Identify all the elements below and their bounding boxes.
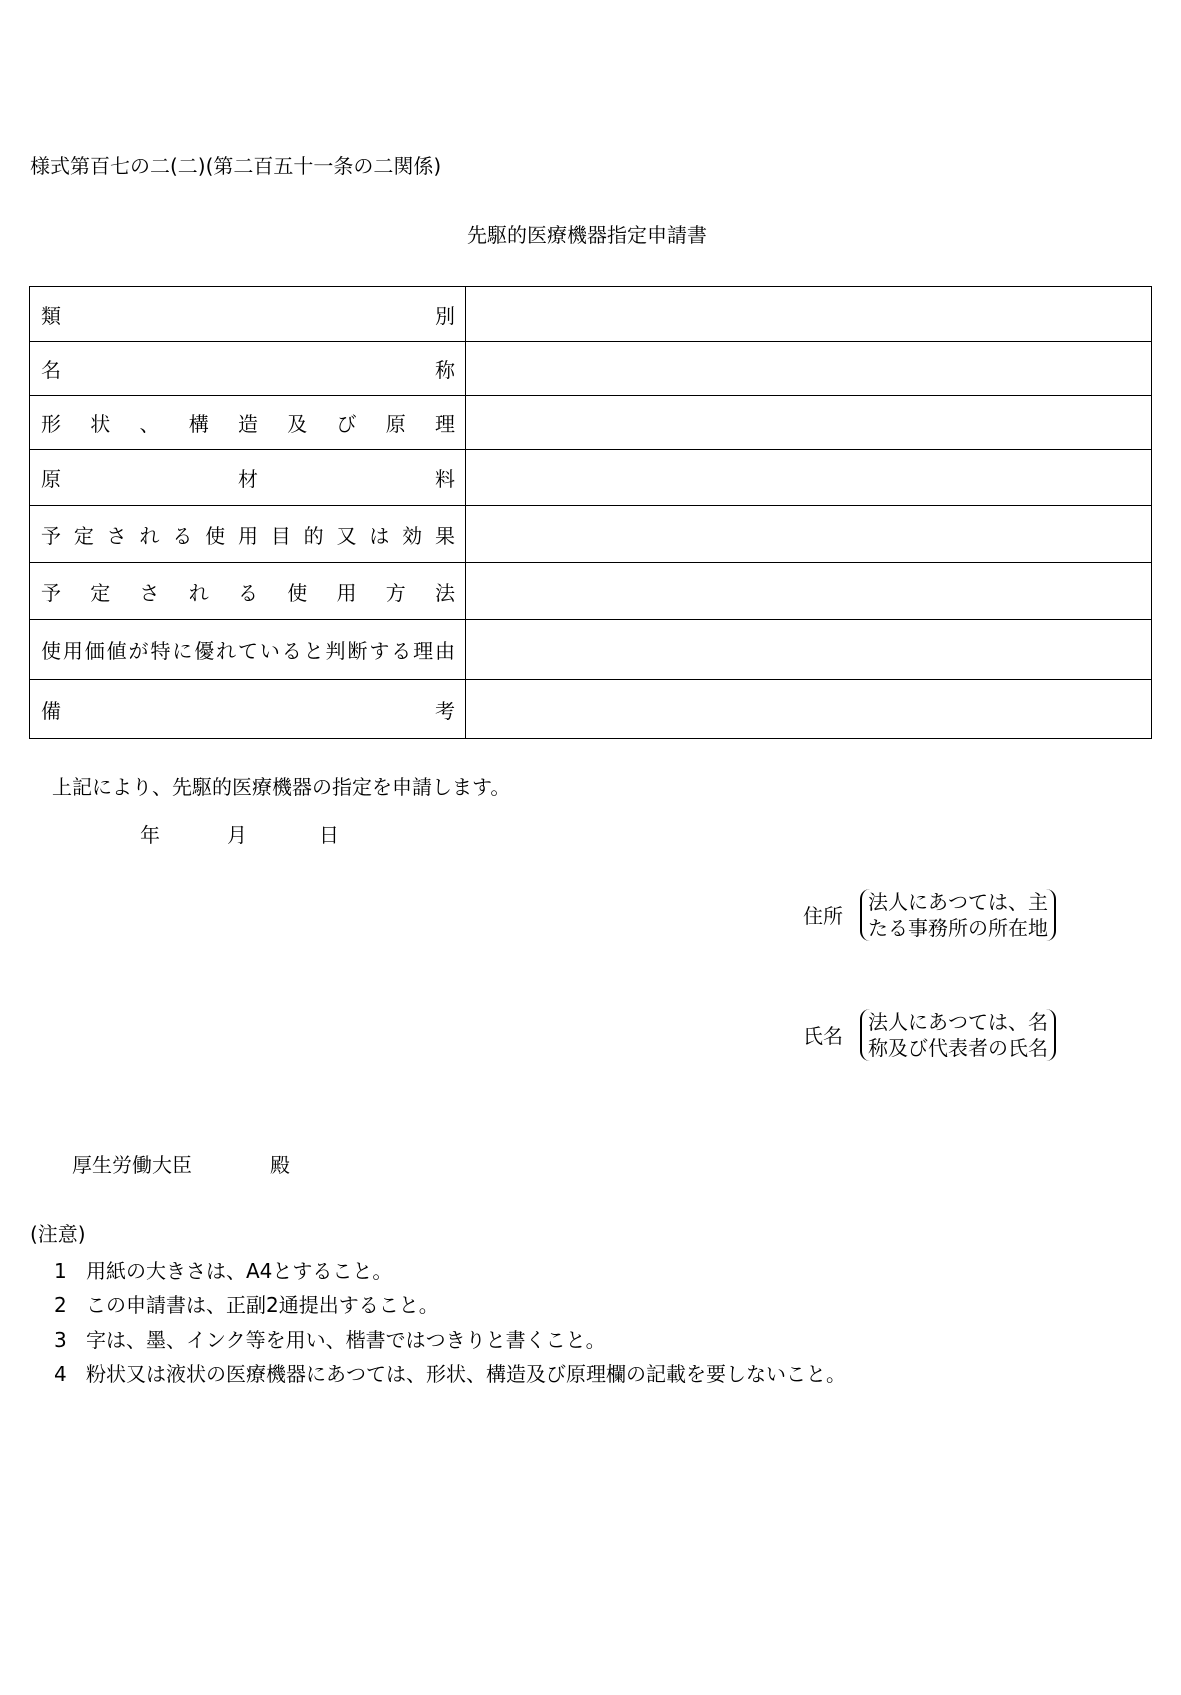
row-value-field[interactable] xyxy=(466,342,1152,396)
addressee-honorific: 殿 xyxy=(270,1153,290,1177)
address-note-line2: たる事務所の所在地 xyxy=(868,916,1048,940)
row-value-field[interactable] xyxy=(466,287,1152,342)
address-note-line1: 法人にあつては、主 xyxy=(868,890,1048,914)
address-note xyxy=(860,889,1056,941)
date-year: 年 xyxy=(140,823,160,847)
note-number: 4 xyxy=(54,1362,67,1386)
notes-heading: (注意) xyxy=(30,1222,86,1246)
row-value-field[interactable] xyxy=(466,620,1152,680)
form-number: 様式第百七の二(二)(第二百五十一条の二関係) xyxy=(30,154,442,178)
row-label: 予定される使用目的又は効果 xyxy=(30,506,466,563)
note-text: 字は、墨、インク等を用い、楷書ではつきりと書くこと。 xyxy=(86,1328,606,1352)
table-row xyxy=(30,620,1152,680)
table-row xyxy=(30,506,1152,563)
note-text: 粉状又は液状の医療機器にあつては、形状、構造及び原理欄の記載を要しないこと。 xyxy=(86,1362,846,1386)
row-label: 備考 xyxy=(30,680,466,739)
page-title: 先駆的医療機器指定申請書 xyxy=(467,223,707,247)
table-row xyxy=(30,342,1152,396)
addressee-title: 厚生労働大臣 xyxy=(72,1153,192,1177)
row-label: 原材料 xyxy=(30,450,466,506)
table-row xyxy=(30,287,1152,342)
name-label: 氏名 xyxy=(803,1024,843,1048)
row-label: 類別 xyxy=(30,287,466,342)
name-note xyxy=(860,1009,1056,1061)
date-month: 月 xyxy=(227,823,247,847)
name-note-line1: 法人にあつては、名 xyxy=(868,1010,1048,1034)
table-row xyxy=(30,396,1152,450)
statement: 上記により、先駆的医療機器の指定を申請します。 xyxy=(52,775,511,799)
table-row xyxy=(30,680,1152,739)
note-text: 用紙の大きさは、A4とすること。 xyxy=(86,1259,393,1283)
row-label: 名称 xyxy=(30,342,466,396)
row-label: 予定される使用方法 xyxy=(30,563,466,620)
note-number: 1 xyxy=(54,1259,67,1283)
note-text: この申請書は、正副2通提出すること。 xyxy=(86,1293,439,1317)
note-number: 2 xyxy=(54,1293,67,1317)
row-value-field[interactable] xyxy=(466,563,1152,620)
row-value-field[interactable] xyxy=(466,680,1152,739)
row-value-field[interactable] xyxy=(466,450,1152,506)
row-label: 形状、構造及び原理 xyxy=(30,396,466,450)
name-note-line2: 称及び代表者の氏名 xyxy=(868,1036,1048,1060)
row-value-field[interactable] xyxy=(466,396,1152,450)
table-row xyxy=(30,563,1152,620)
row-value-field[interactable] xyxy=(466,506,1152,563)
note-number: 3 xyxy=(54,1328,67,1352)
address-label: 住所 xyxy=(803,904,843,928)
row-label: 使用価値が特に優れていると判断する理由 xyxy=(30,620,466,680)
table-row xyxy=(30,450,1152,506)
date-day: 日 xyxy=(319,823,339,847)
application-table xyxy=(29,286,1152,739)
